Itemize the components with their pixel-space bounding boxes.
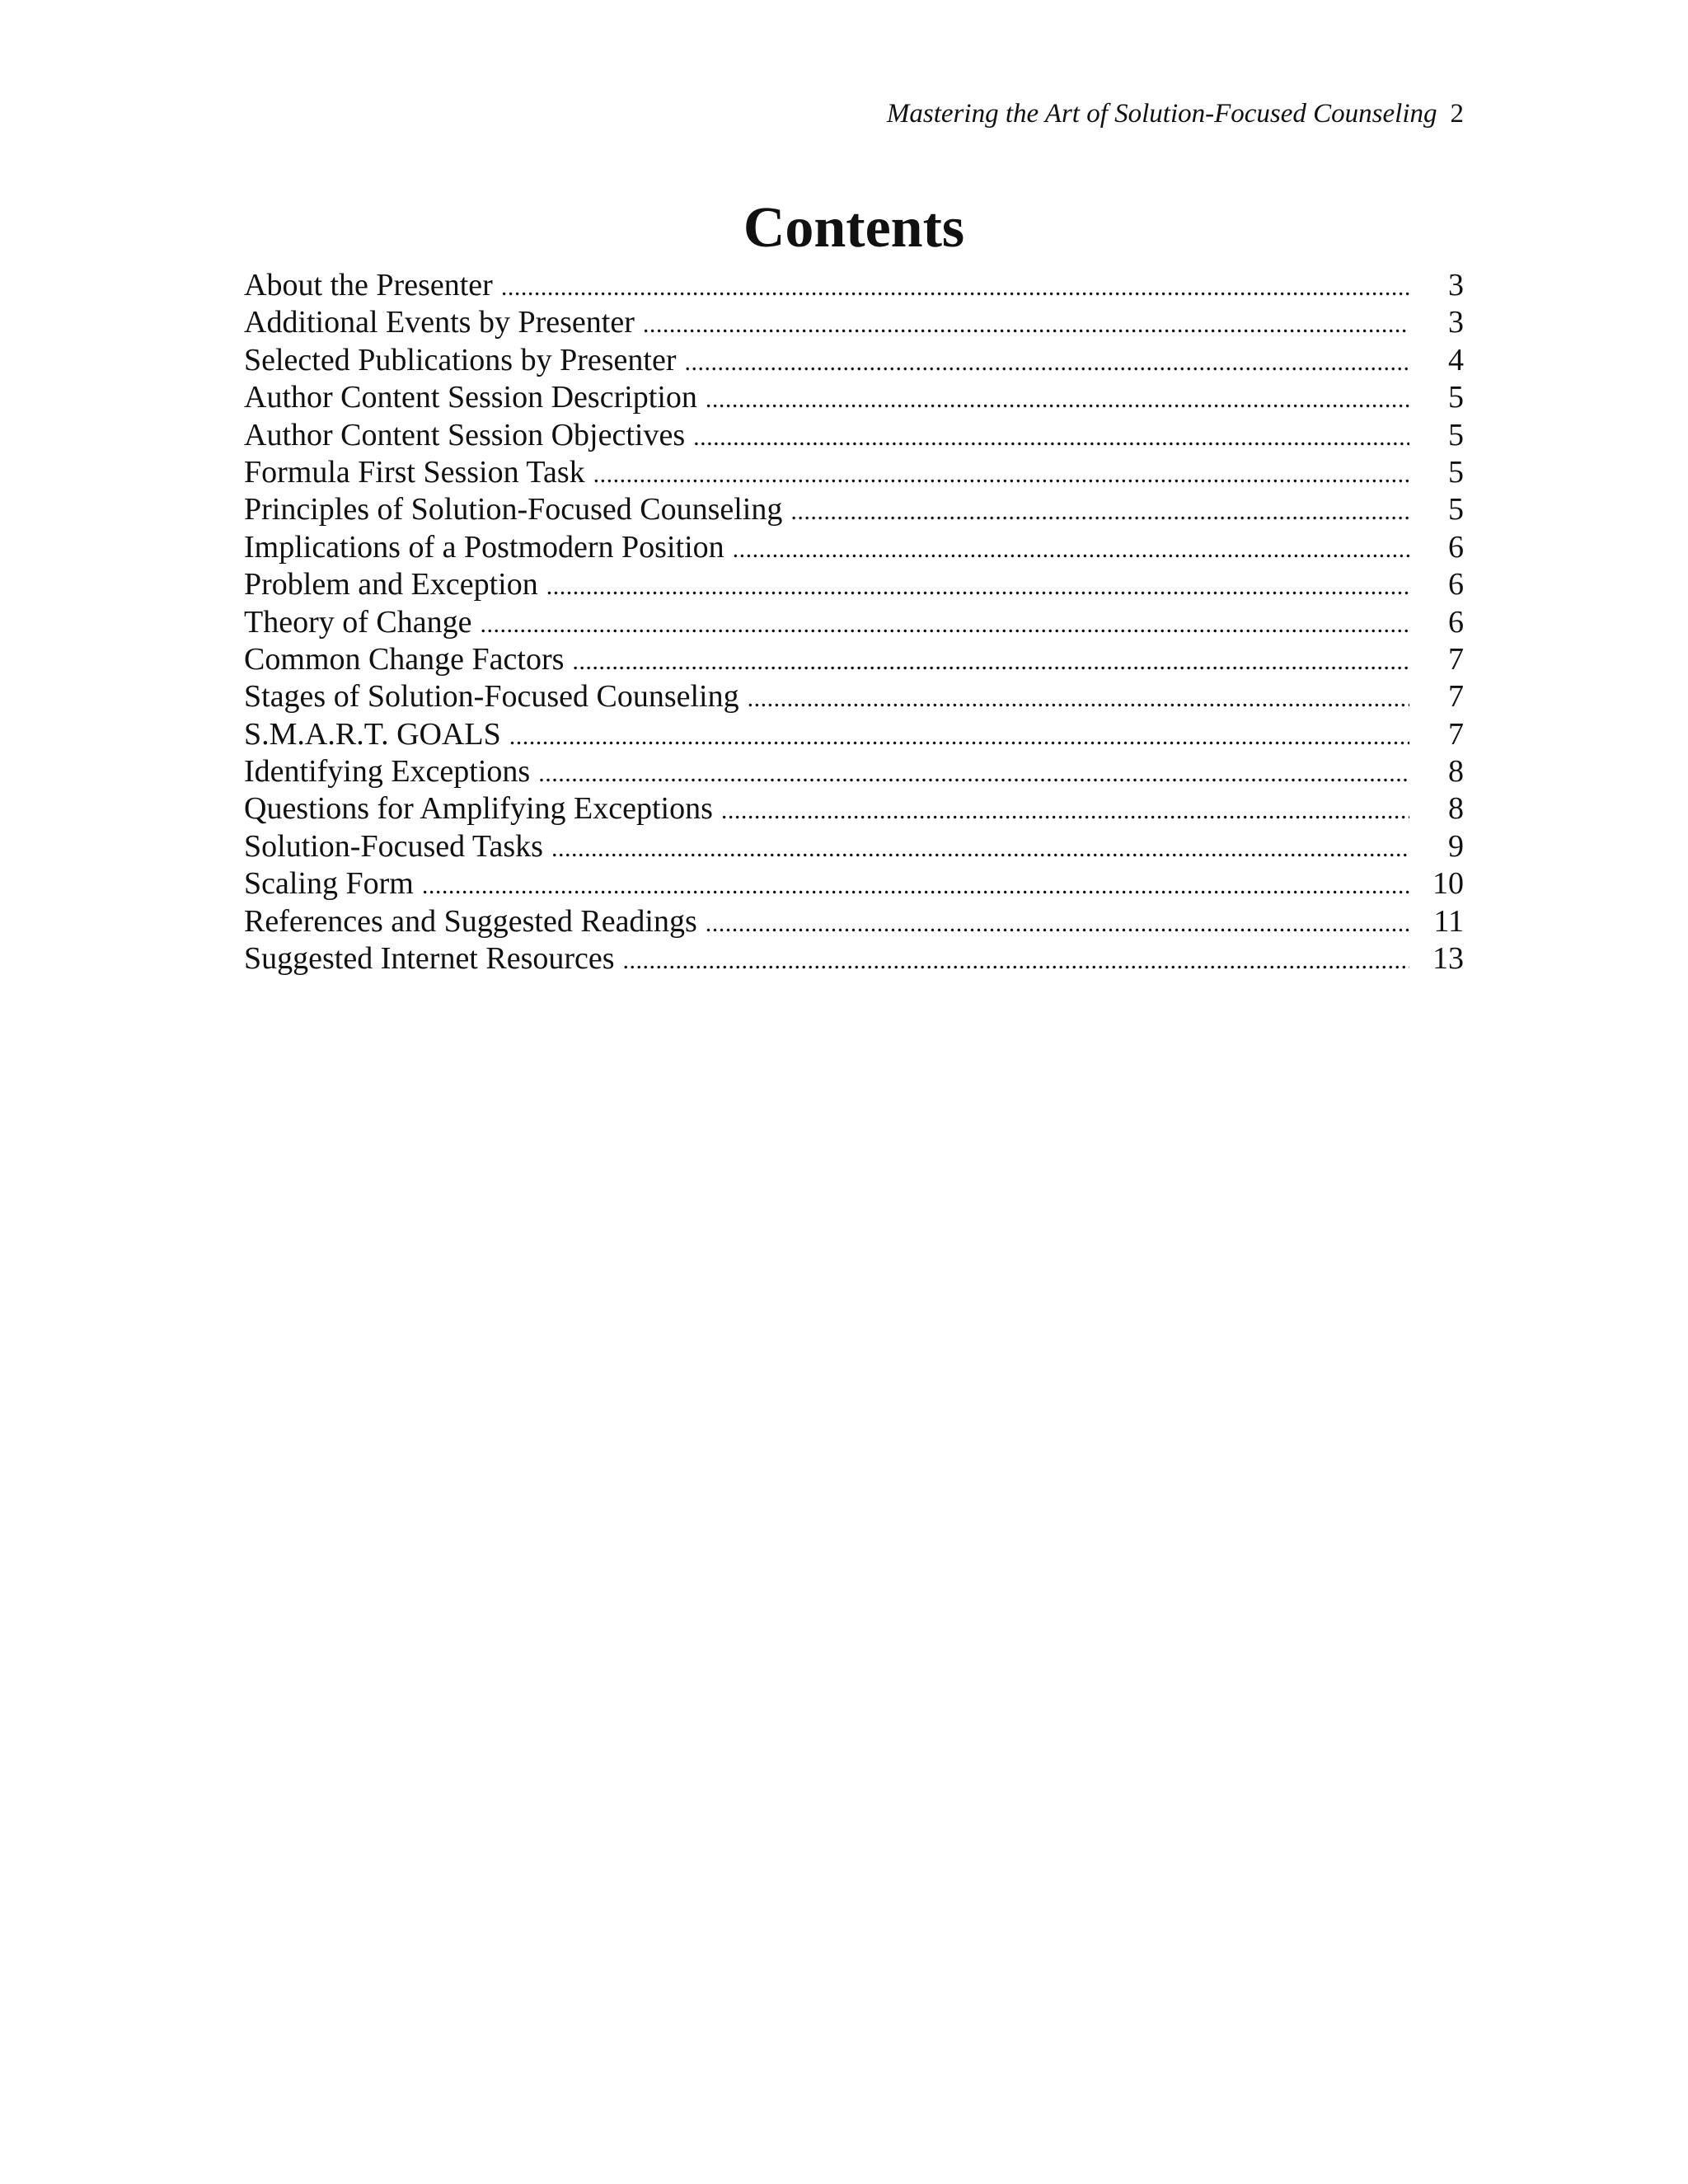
toc-dot-leader [546, 566, 1409, 605]
toc-entry[interactable] [244, 604, 1464, 641]
toc-entry[interactable] [244, 678, 1464, 715]
toc-entry[interactable] [244, 790, 1464, 827]
toc-dot-leader [623, 940, 1409, 979]
toc-entry-page: 5 [1448, 380, 1464, 415]
toc-entry[interactable] [244, 828, 1464, 865]
toc-dot-leader [693, 417, 1409, 456]
toc-entry[interactable] [244, 865, 1464, 902]
toc-entry-title: Author Content Session Objectives [244, 417, 686, 452]
toc-entry-title: Principles of Solution-Focused Counseling [244, 492, 783, 527]
toc-dot-leader [706, 379, 1409, 418]
toc-entry[interactable] [244, 716, 1464, 753]
toc-entry-page: 7 [1448, 641, 1464, 677]
toc-entry[interactable] [244, 566, 1464, 603]
toc-entry-title: Author Content Session Description [244, 380, 697, 415]
toc-dot-leader [748, 678, 1409, 717]
toc-entry[interactable] [244, 491, 1464, 528]
toc-entry-page: 8 [1448, 791, 1464, 827]
toc-entry-title: Selected Publications by Presenter [244, 342, 677, 377]
toc-dot-leader [790, 491, 1409, 530]
toc-entry-page: 5 [1448, 492, 1464, 527]
toc-entry-title: References and Suggested Readings [244, 903, 697, 939]
toc-dot-leader [706, 903, 1409, 942]
toc-dot-leader [509, 716, 1409, 755]
toc-entry-page: 6 [1448, 604, 1464, 640]
toc-dot-leader [572, 641, 1409, 680]
toc-entry-page: 5 [1448, 454, 1464, 490]
toc-entry-title: Common Change Factors [244, 641, 565, 677]
toc-entry[interactable] [244, 529, 1464, 566]
toc-entry-title: Scaling Form [244, 866, 414, 902]
toc-entry[interactable] [244, 267, 1464, 304]
toc-entry-page: 6 [1448, 567, 1464, 602]
toc-entry-title: Implications of a Postmodern Position [244, 529, 724, 565]
toc-dot-leader [685, 342, 1410, 381]
running-header [244, 97, 1464, 130]
toc-entry-page: 13 [1432, 941, 1464, 977]
toc-entry-page: 3 [1448, 305, 1464, 340]
toc-dot-leader [422, 865, 1409, 904]
toc-dot-leader [721, 790, 1409, 829]
toc-entry-title: About the Presenter [244, 268, 493, 302]
toc-dot-leader [551, 828, 1409, 867]
toc-entry[interactable] [244, 753, 1464, 790]
toc-entry-title: Additional Events by Presenter [244, 305, 635, 340]
toc-entry-title: Theory of Change [244, 604, 472, 640]
toc-entry-page: 7 [1448, 679, 1464, 715]
toc-dot-leader [538, 753, 1409, 792]
toc-entry-title: S.M.A.R.T. GOALS [244, 716, 501, 752]
toc-entry-page: 7 [1448, 716, 1464, 752]
toc-entry-page: 5 [1448, 417, 1464, 452]
toc-entry-page: 9 [1448, 828, 1464, 864]
toc-entry[interactable] [244, 940, 1464, 977]
toc-entry-title: Identifying Exceptions [244, 754, 531, 790]
toc-dot-leader [593, 454, 1409, 493]
toc-dot-leader [480, 604, 1409, 643]
toc-entry[interactable] [244, 454, 1464, 491]
toc-entry[interactable] [244, 417, 1464, 454]
toc-entry-page: 6 [1448, 529, 1464, 565]
toc-entry[interactable] [244, 304, 1464, 341]
toc-dot-leader [501, 267, 1409, 306]
toc-entry-title: Problem and Exception [244, 567, 538, 602]
toc-entry-page: 10 [1432, 866, 1464, 902]
toc-entry[interactable] [244, 379, 1464, 416]
toc-dot-leader [733, 529, 1409, 568]
toc-entry-page: 4 [1448, 342, 1464, 377]
toc-entry-title: Stages of Solution-Focused Counseling [244, 679, 739, 715]
table-of-contents [244, 267, 1464, 977]
contents-heading: Contents [743, 196, 965, 260]
toc-entry-title: Questions for Amplifying Exceptions [244, 791, 713, 827]
toc-entry[interactable] [244, 903, 1464, 940]
running-header-title: Mastering the Art of Solution-Focused Counseling [886, 99, 1437, 129]
toc-entry-page: 3 [1448, 268, 1464, 302]
page-number: 2 [1450, 99, 1464, 129]
toc-dot-leader [643, 304, 1409, 343]
toc-entry[interactable] [244, 641, 1464, 678]
toc-entry[interactable] [244, 342, 1464, 379]
toc-entry-title: Solution-Focused Tasks [244, 828, 543, 864]
toc-entry-page: 11 [1433, 903, 1464, 939]
toc-entry-title: Formula First Session Task [244, 454, 585, 490]
toc-entry-page: 8 [1448, 754, 1464, 790]
toc-entry-title: Suggested Internet Resources [244, 941, 615, 977]
